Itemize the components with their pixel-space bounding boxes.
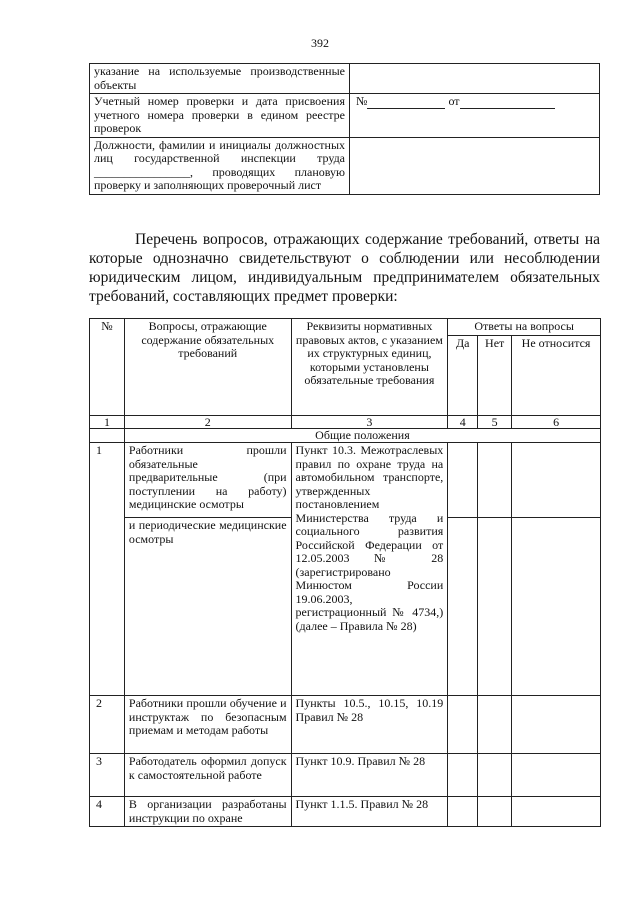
- row-requisites: Пункт 10.9. Правил № 28: [291, 754, 448, 797]
- page-number: 392: [311, 36, 329, 50]
- header-answers: Ответы на вопросы: [448, 319, 601, 336]
- info-label: Учетный номер проверки и дата присвоения учетного номера проверки в едином реестре проверок: [90, 94, 350, 138]
- section-row: [90, 428, 601, 443]
- header-questions: Вопросы, отражающие содержание обязательных требований: [124, 319, 291, 416]
- header-row: [90, 319, 601, 336]
- row-number: 4: [90, 797, 125, 827]
- header-no: Нет: [478, 335, 512, 415]
- section-empty-cell: [90, 428, 125, 443]
- answer-yes-cell[interactable]: [448, 443, 478, 518]
- row-question: В организации разработаны инструкции по охране: [124, 797, 291, 827]
- answer-na-cell[interactable]: [512, 797, 601, 827]
- from-label: от: [448, 94, 460, 108]
- header-na: Не относится: [512, 335, 601, 415]
- answer-na-cell[interactable]: [512, 754, 601, 797]
- answer-no-cell[interactable]: [478, 696, 512, 754]
- answer-yes-cell[interactable]: [448, 518, 478, 696]
- row-requisites: Пункты 10.5., 10.15, 10.19 Правил № 28: [291, 696, 448, 754]
- column-number: 1: [90, 415, 125, 428]
- answer-no-cell[interactable]: [478, 518, 512, 696]
- column-number: 4: [448, 415, 478, 428]
- table-row: [90, 797, 601, 827]
- table-row: [90, 696, 601, 754]
- info-value: [350, 64, 600, 94]
- header-yes: Да: [448, 335, 478, 415]
- info-label: Должности, фамилии и инициалы должностных лиц государственной инспекции труда ________________, проводящих плановую проверку и заполняющих проверочный лист: [90, 137, 350, 194]
- info-value: [350, 137, 600, 194]
- table-row: [90, 754, 601, 797]
- answer-na-cell[interactable]: [512, 696, 601, 754]
- row-question: и периодические медицинские осмотры: [124, 518, 291, 696]
- info-value: [350, 94, 600, 138]
- table-row: [90, 443, 601, 518]
- row-question: Работники прошли обучение и инструктаж по безопасным приемам и методам работы: [124, 696, 291, 754]
- answer-no-cell[interactable]: [478, 443, 512, 518]
- column-number: 5: [478, 415, 512, 428]
- row-number: 3: [90, 754, 125, 797]
- row-requisites: Пункт 1.1.5. Правил № 28: [291, 797, 448, 827]
- column-number: 6: [512, 415, 601, 428]
- row-number: 1: [90, 443, 125, 696]
- answer-no-cell[interactable]: [478, 797, 512, 827]
- header-requisites: Реквизиты нормативных правовых актов, с указанием их структурных единиц, которыми установлены обязательные требования: [291, 319, 448, 416]
- row-requisites: Пункт 10.3. Межотраслевых правил по охране труда на автомобильном транспорте, утвержденных постановлением Министерства труда и социального развития Российской Федерации от 12.05.2003 № 28 (зарегистрировано Минюстом России 19.06.2003, регистрационный № 4734,) (далее – Правила № 28): [291, 443, 448, 696]
- number-label: №: [356, 94, 368, 108]
- column-number: 3: [291, 415, 448, 428]
- inspection-info-table: [89, 63, 600, 195]
- info-label: указание на используемые производственные объекты: [90, 64, 350, 94]
- answer-na-cell[interactable]: [512, 518, 601, 696]
- date-blank: [460, 97, 555, 109]
- row-number: 2: [90, 696, 125, 754]
- row-question: Работодатель оформил допуск к самостоятельной работе: [124, 754, 291, 797]
- info-row: [90, 64, 600, 94]
- answer-yes-cell[interactable]: [448, 754, 478, 797]
- answer-yes-cell[interactable]: [448, 696, 478, 754]
- header-num: №: [90, 319, 125, 416]
- section-title: Общие положения: [124, 428, 600, 443]
- info-row: [90, 137, 600, 194]
- answer-na-cell[interactable]: [512, 443, 601, 518]
- intro-paragraph: Перечень вопросов, отражающих содержание требований, ответы на которые однозначно свидетельствуют о соблюдении или несоблюдении юридическим лицом, индивидуальным предпринимателем обязательных требований, составляющих предмет проверки:: [89, 231, 600, 305]
- checklist-table: [89, 318, 601, 827]
- column-number: 2: [124, 415, 291, 428]
- number-blank: [367, 97, 445, 109]
- answer-no-cell[interactable]: [478, 754, 512, 797]
- info-row: [90, 94, 600, 138]
- row-question: Работники прошли обязательные предварительные (при поступлении на работу) медицинские осмотры: [124, 443, 291, 518]
- column-number-row: [90, 415, 601, 428]
- answer-yes-cell[interactable]: [448, 797, 478, 827]
